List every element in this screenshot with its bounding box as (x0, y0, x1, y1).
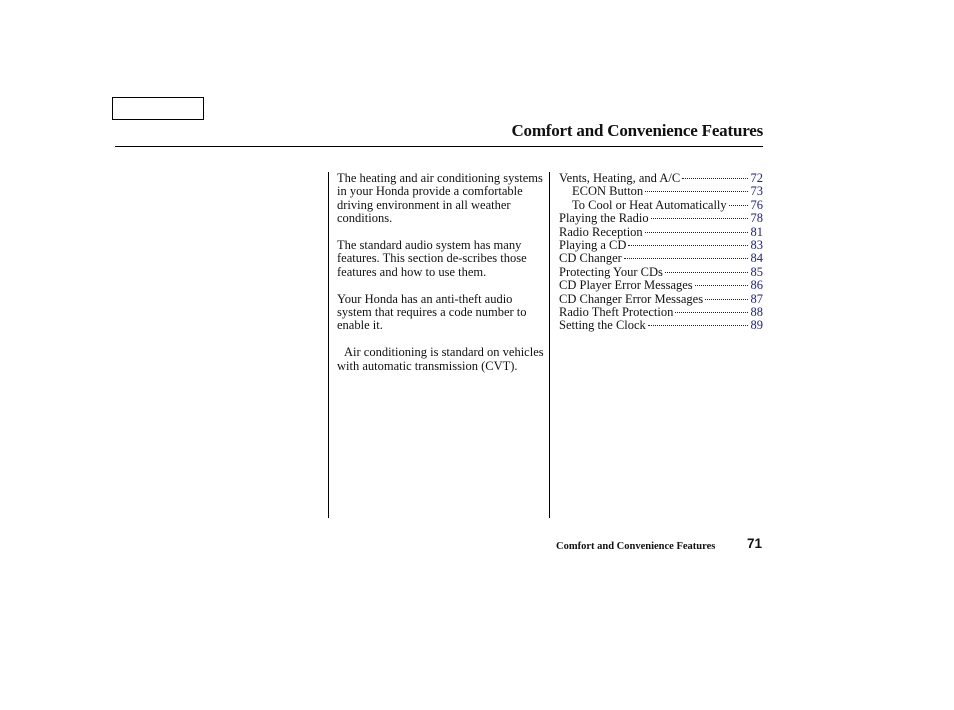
toc-item-label: Radio Reception (559, 224, 643, 239)
footer-section-label: Comfort and Convenience Features (556, 541, 716, 552)
toc-item-label: Setting the Clock (559, 318, 646, 333)
page-title: Comfort and Convenience Features (511, 121, 763, 140)
toc-item-label: Radio Theft Protection (559, 305, 674, 320)
toc-item-playing-cd[interactable] (559, 239, 763, 252)
toc-item-cd-changer-errors[interactable] (559, 293, 763, 306)
page-number: 71 (747, 536, 763, 551)
title-divider (115, 146, 763, 147)
toc-page-link[interactable]: 73 (750, 184, 763, 199)
toc-item-label: To Cool or Heat Automatically (572, 197, 727, 212)
toc-leader-dots (651, 217, 748, 219)
toc-item-label: CD Player Error Messages (559, 278, 693, 293)
intro-paragraph: The standard audio system has many features. This section de-scribes those features and how to use them. (337, 238, 527, 279)
toc-item-label: Playing the Radio (559, 211, 649, 226)
toc-item-label: Vents, Heating, and A/C (559, 171, 681, 185)
toc-page-link[interactable]: 89 (750, 318, 763, 333)
toc-page-link[interactable]: 81 (750, 224, 763, 239)
toc-page-link[interactable]: 83 (750, 238, 763, 253)
toc-leader-dots (695, 284, 748, 286)
toc-item-radio-reception[interactable] (559, 226, 763, 239)
toc-item-vents-heating-ac[interactable] (559, 172, 763, 185)
toc-item-cd-player-errors[interactable] (559, 279, 763, 292)
table-of-contents (559, 172, 763, 333)
toc-item-label: ECON Button (572, 184, 644, 199)
toc-page-link[interactable]: 88 (750, 305, 763, 320)
toc-item-protecting-cds[interactable] (559, 266, 763, 279)
toc-item-playing-radio[interactable] (559, 212, 763, 225)
toc-page-link[interactable]: 76 (750, 197, 763, 212)
toc-item-econ-button[interactable] (559, 185, 763, 198)
column-divider-left (328, 172, 329, 518)
intro-paragraph: Air conditioning is standard on vehicles with automatic transmission (CVT). (337, 345, 544, 373)
toc-page-link[interactable]: 72 (750, 171, 763, 185)
toc-leader-dots (624, 257, 748, 259)
toc-page-link[interactable]: 85 (750, 264, 763, 279)
column-divider-middle (549, 172, 550, 518)
toc-item-cool-heat-automatically[interactable] (559, 199, 763, 212)
toc-item-cd-changer[interactable] (559, 252, 763, 265)
toc-item-label: Protecting Your CDs (559, 264, 663, 279)
main-menu-button[interactable] (112, 97, 204, 120)
toc-item-label: Playing a CD (559, 238, 627, 253)
toc-leader-dots (729, 204, 748, 206)
intro-text (337, 172, 547, 386)
toc-leader-dots (628, 244, 747, 246)
toc-leader-dots (705, 298, 747, 300)
intro-paragraph: Your Honda has an anti-theft audio system that requires a code number to enable it. (337, 291, 527, 333)
toc-leader-dots (648, 324, 748, 326)
toc-page-link[interactable]: 84 (750, 251, 763, 266)
toc-leader-dots (645, 231, 748, 233)
toc-page-link[interactable]: 78 (750, 211, 763, 226)
toc-leader-dots (675, 311, 747, 313)
intro-paragraph: The heating and air conditioning systems in your Honda provide a comfortable driving environment in all weather conditions. (337, 171, 543, 226)
toc-page-link[interactable]: 87 (750, 291, 763, 306)
toc-leader-dots (645, 190, 747, 192)
toc-item-setting-clock[interactable] (559, 319, 763, 332)
toc-page-link[interactable]: 86 (750, 278, 763, 293)
toc-item-radio-theft-protection[interactable] (559, 306, 763, 319)
toc-item-label: CD Changer Error Messages (559, 291, 704, 306)
toc-item-label: CD Changer (559, 251, 622, 266)
toc-leader-dots (665, 271, 748, 273)
toc-leader-dots (682, 177, 747, 179)
